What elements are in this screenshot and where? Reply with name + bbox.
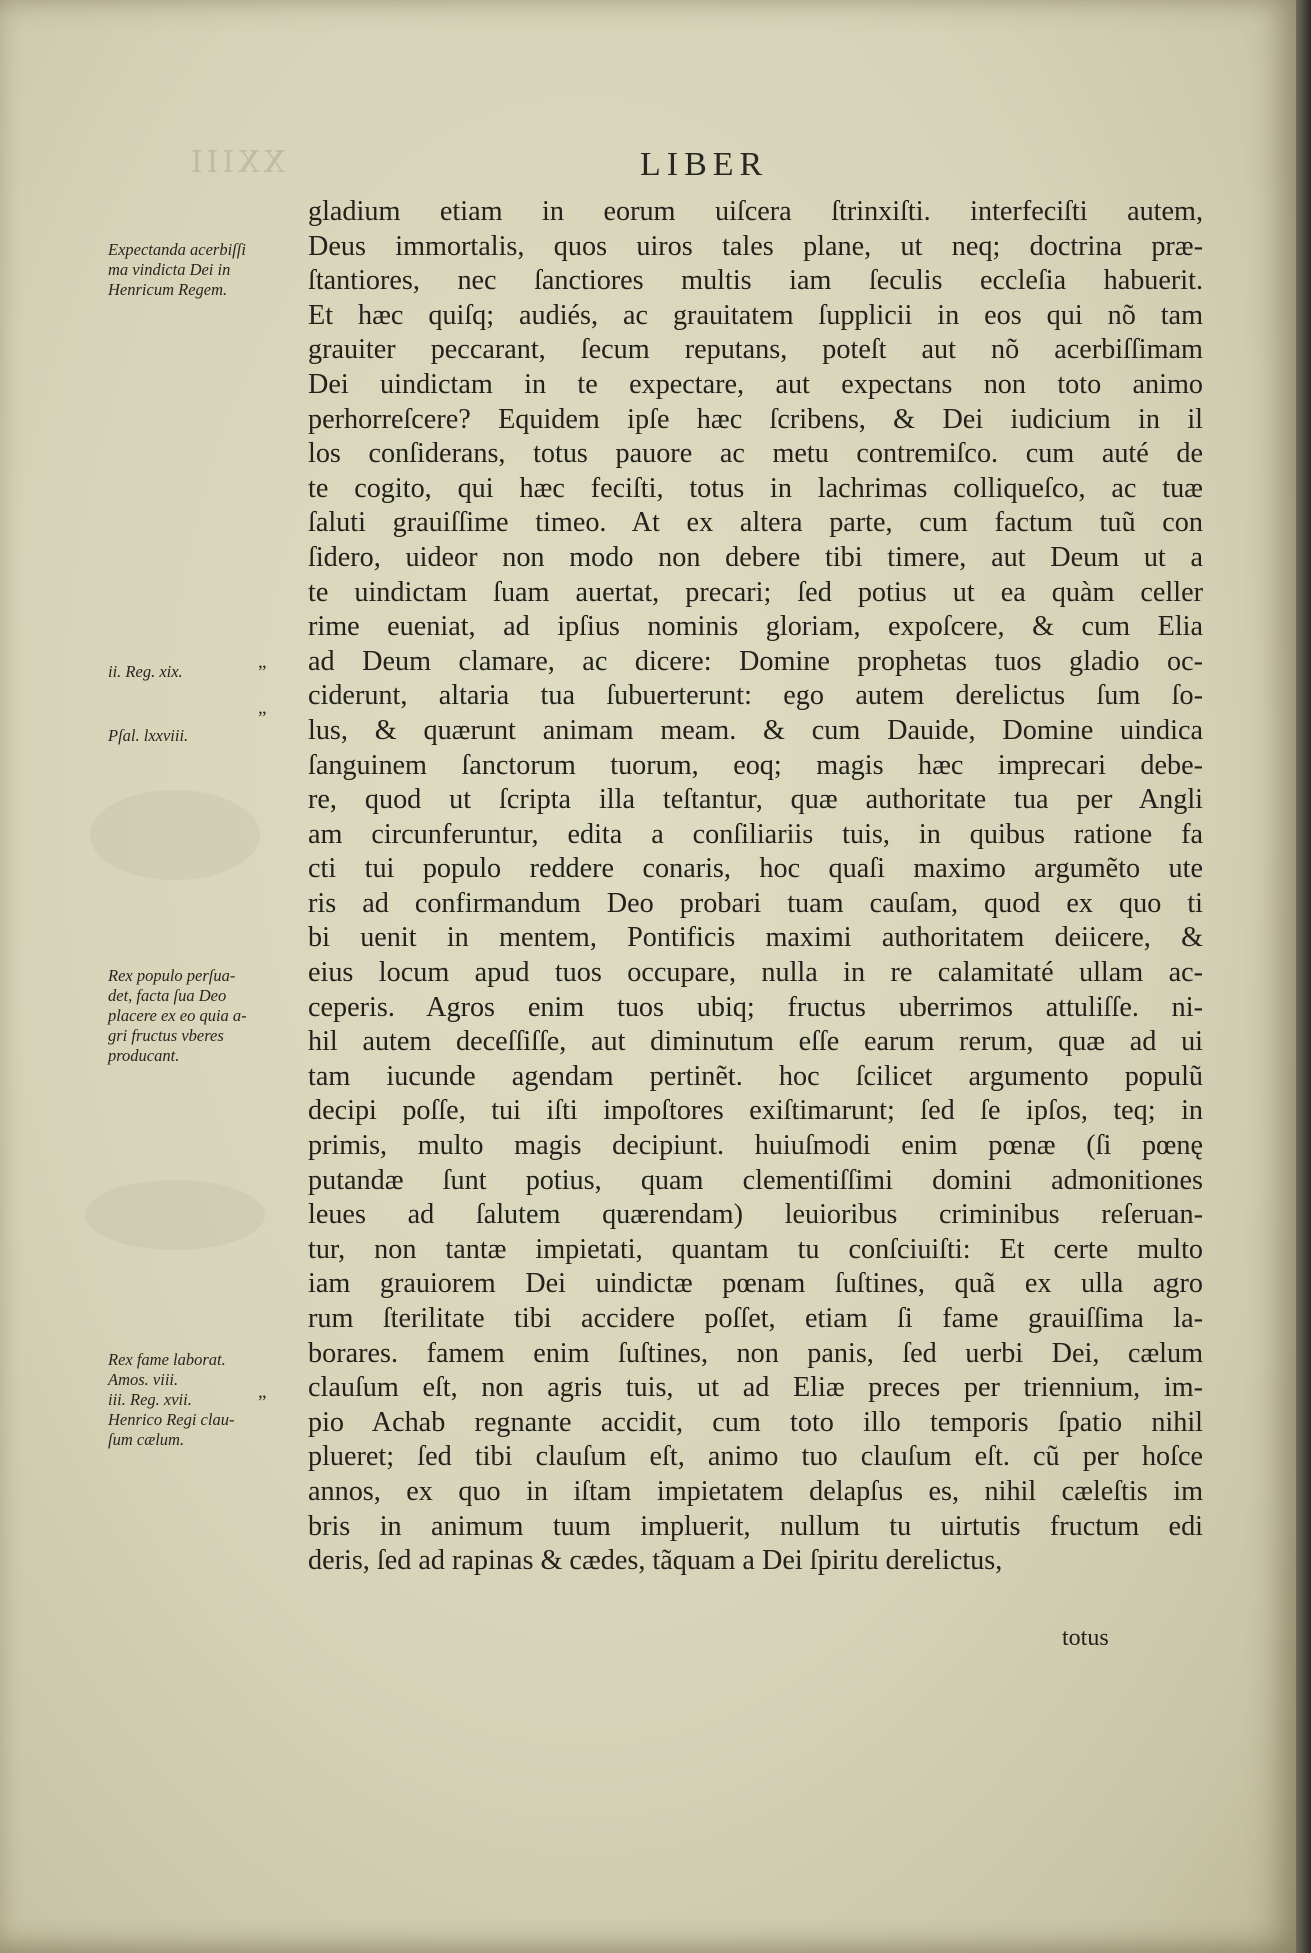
text-line: ſaluti grauiſſime timeo. At ex altera parte, cum factum tuũ con — [308, 507, 1203, 539]
margin-note-rex-populo — [108, 966, 247, 1066]
text-line: iam grauiorem Dei uindictæ pœnam ſuſtines, quã ex ulla agro — [308, 1268, 1203, 1300]
quote-mark: ” — [258, 1392, 267, 1413]
margin-note-vindicta — [108, 240, 246, 300]
margin-note-line: Henrico Regi clau- — [108, 1410, 235, 1429]
text-line: putandæ ſunt potius, quam clementiſſimi domini admonitiones — [308, 1164, 1203, 1196]
text-line: plueret; ſed tibi clauſum eſt, animo tuo clauſum eſt. cũ per hoſce — [308, 1441, 1203, 1473]
margin-note-line: Rex fame laborat. — [108, 1350, 226, 1369]
margin-note-psal — [108, 726, 188, 746]
text-line: am circunferuntur, edita a conſiliariis tuis, in quibus ratione fa — [308, 818, 1203, 850]
text-line: ceperis. Agros enim tuos ubiq; fructus uberrimos attuliſſe. ni- — [308, 991, 1203, 1023]
margin-note-reg-xix — [108, 662, 183, 682]
stain — [90, 790, 260, 880]
text-line: Deus immortalis, quos uiros tales plane, ut neq; doctrina præ- — [308, 230, 1203, 262]
margin-note-line: gri fructus vberes — [108, 1026, 224, 1045]
text-line: perhorreſcere? Equidem ipſe hæc ſcribens, & Dei iudicium in il — [308, 403, 1203, 435]
text-line: gladium etiam in eorum uiſcera ſtrinxiſti. interfeciſti autem, — [308, 196, 1203, 227]
page-edge-shadow — [1296, 0, 1311, 1953]
text-line: rime eueniat, ad ipſius nominis gloriam, expoſcere, & cum Elia — [308, 611, 1203, 643]
text-line: ad Deum clamare, ac dicere: Domine prophetas tuos gladio oc- — [308, 645, 1203, 677]
text-line: ciderunt, altaria tua ſubuerterunt: ego autem derelictus ſum ſo- — [308, 680, 1203, 712]
bleed-through-text: XXIII — [186, 145, 285, 180]
text-line: te uindictam ſuam auertat, precari; ſed potius ut ea quàm celler — [308, 576, 1203, 608]
text-line: ſidero, uideor non modo non debere tibi timere, aut Deum ut a — [308, 541, 1203, 573]
margin-note-line: Henricum Regem. — [108, 280, 228, 299]
text-line: tam iucunde agendam pertinẽt. hoc ſcilicet argumento populũ — [308, 1060, 1203, 1092]
margin-note-line: det, facta ſua Deo — [108, 986, 227, 1005]
margin-note-line: ii. Reg. xix. — [108, 662, 183, 681]
text-line: deris, ſed ad rapinas & cædes, tãquam a Dei ſpiritu derelictus, — [308, 1545, 1003, 1577]
text-line: grauiter peccarant, ſecum reputans, poteſt aut nõ acerbiſſimam — [308, 334, 1203, 366]
text-line: los conſiderans, totus pauore ac metu contremiſco. cum auté de — [308, 438, 1203, 470]
quote-mark: ” — [258, 708, 267, 729]
margin-note-line: Expectanda acerbiſſi — [108, 240, 246, 259]
text-line: Dei uindictam in te expectare, aut expectans non toto animo — [308, 368, 1203, 400]
text-line: ſanguinem ſanctorum tuorum, eoq; magis hæc imprecari debe- — [308, 749, 1203, 781]
text-line: hil autem deceſſiſſe, aut diminutum eſſe earum rerum, quæ ad ui — [308, 1026, 1203, 1058]
text-line: leues ad ſalutem quærendam) leuioribus criminibus reſeruan- — [308, 1199, 1203, 1231]
margin-note-line: Rex populo perſua- — [108, 966, 236, 985]
margin-note-line: ſum cælum. — [108, 1430, 185, 1449]
text-line: eius locum apud tuos occupare, nulla in re calamitaté ullam ac- — [308, 957, 1203, 989]
text-line: ſtantiores, nec ſanctiores multis iam ſeculis eccleſia habuerit. — [308, 265, 1203, 297]
text-line: ris ad confirmandum Deo probari tuam cauſam, quod ex quo ti — [308, 887, 1203, 919]
margin-note-rex-fame — [108, 1350, 234, 1450]
margin-note-line: producant. — [108, 1046, 180, 1065]
margin-note-line: Pſal. lxxviii. — [108, 726, 189, 745]
stain — [85, 1180, 265, 1250]
text-line: tur, non tantæ impietati, quantam tu conſciuiſti: Et certe multo — [308, 1233, 1203, 1265]
text-line: te cogito, qui hæc feciſti, totus in lachrimas colliqueſco, ac tuæ — [308, 472, 1203, 504]
margin-note-line: ma vindicta Dei in — [108, 260, 231, 279]
text-line: lus, & quærunt animam meam. & cum Dauide, Domine uindica — [308, 714, 1203, 746]
text-line: rum ſterilitate tibi accidere poſſet, etiam ſi fame grauiſſima la- — [308, 1303, 1203, 1334]
text-line: bris in animum tuum impluerit, nullum tu uirtutis fructum edi — [308, 1510, 1203, 1542]
text-line: Et hæc quiſq; audiés, ac grauitatem ſupplicii in eos qui nõ tam — [308, 299, 1203, 331]
margin-note-line: Amos. viii. — [108, 1370, 179, 1389]
catchword: totus — [1062, 1625, 1109, 1651]
text-line: clauſum eſt, non agris tuis, ut ad Eliæ preces per triennium, im- — [308, 1372, 1203, 1404]
main-text-block — [308, 195, 1203, 1579]
text-line: pio Achab regnante accidit, cum toto illo temporis ſpatio nihil — [308, 1406, 1203, 1438]
quote-mark: ” — [258, 662, 267, 683]
margin-note-line: iii. Reg. xvii. — [108, 1390, 192, 1409]
margin-note-line: placere ex eo quia a- — [108, 1006, 247, 1025]
text-line: primis, multo magis decipiunt. huiuſmodi enim pœnæ (ſi pœnę — [308, 1130, 1203, 1162]
text-line: bi uenit in mentem, Pontificis maximi authoritatem deiicere, & — [308, 922, 1203, 954]
text-line: annos, ex quo in iſtam impietatem delapſus es, nihil cæleſtis im — [308, 1475, 1203, 1507]
text-line: re, quod ut ſcripta illa teſtantur, quæ authoritate tua per Angli — [308, 784, 1203, 816]
text-line: cti tui populo reddere conaris, hoc quaſi maximo argumẽto ute — [308, 853, 1203, 885]
text-line: borares. famem enim ſuſtines, non panis, ſed uerbi Dei, cælum — [308, 1337, 1203, 1369]
text-line: decipi poſſe, tui iſti impoſtores exiſtimarunt; ſed ſe ipſos, teq; in — [308, 1095, 1203, 1127]
running-head: LIBER — [640, 146, 769, 183]
